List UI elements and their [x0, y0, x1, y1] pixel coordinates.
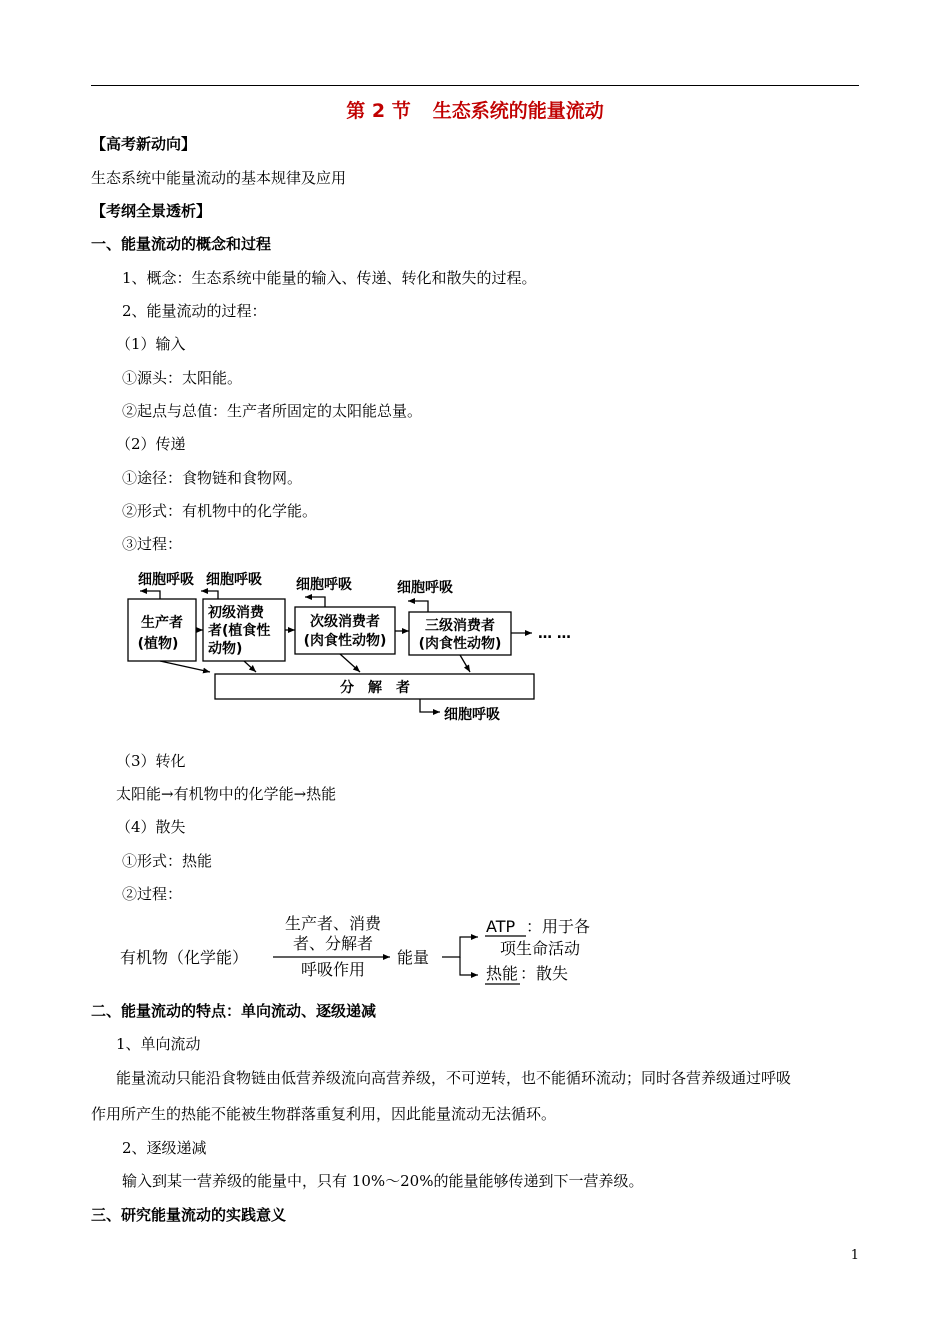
- secondary-line-1: 次级消费者: [310, 614, 380, 630]
- heading-part2: 二、能量流动的特点：单向流动、逐级递减: [91, 1002, 377, 1020]
- transfer-item-3: ③过程：: [122, 535, 183, 553]
- transform-label: （3）转化: [116, 752, 186, 770]
- input-item-1: ①源头：太阳能。: [122, 369, 243, 387]
- dissipate-item-1: ①形式：热能: [122, 852, 213, 870]
- transform-text: 太阳能→有机物中的化学能→热能: [116, 785, 337, 803]
- atp-label: ATP: [486, 917, 516, 936]
- heading-exam-trend: 【高考新动向】: [91, 135, 197, 153]
- exam-trend-text: 生态系统中能量流动的基本规律及应用: [91, 169, 347, 187]
- respiration-label-2: 细胞呼吸: [206, 572, 262, 588]
- concept-text: 1、概念：生态系统中能量的输入、传递、转化和散失的过程。: [122, 269, 537, 287]
- transfer-item-2: ②形式：有机物中的化学能。: [122, 502, 318, 520]
- primary-line-2: 者(植食性: [208, 623, 271, 639]
- respiration-label-1: 细胞呼吸: [138, 572, 194, 588]
- producer-line-1: 生产者: [141, 615, 183, 631]
- atp-use-line-1: ：用于各: [526, 917, 591, 936]
- tertiary-line-1: 三级消费者: [425, 618, 495, 634]
- respiration-label-3: 细胞呼吸: [296, 577, 352, 593]
- heading-outline: 【考纲全景透析】: [91, 202, 212, 220]
- transfer-label: （2）传递: [116, 435, 186, 453]
- input-item-2: ②起点与总值：生产者所固定的太阳能总量。: [122, 402, 423, 420]
- section-name: 生态系统的能量流动: [432, 100, 604, 122]
- energy-label: 能量: [397, 948, 430, 967]
- atp-use-line-2: 项生命活动: [500, 939, 581, 958]
- transfer-item-1: ①途径：食物链和食物网。: [122, 469, 303, 487]
- ellipsis: … …: [538, 626, 571, 642]
- dissipate-item-2: ②过程：: [122, 885, 183, 903]
- primary-line-3: 动物): [208, 641, 243, 657]
- organic-matter-label: 有机物（化学能）: [120, 948, 249, 967]
- input-label: （1）输入: [116, 335, 186, 353]
- decrease-label: 2、逐级递减: [122, 1139, 207, 1157]
- upper-line-2: 者、分解者: [292, 934, 374, 953]
- heading-part1: 一、能量流动的概念和过程: [91, 235, 272, 253]
- heat-label: 热能: [486, 964, 519, 983]
- respiration-label-5: 细胞呼吸: [444, 707, 500, 723]
- page-number: 1: [850, 1248, 859, 1263]
- one-way-text-2: 作用所产生的热能不能被生物群落重复利用，因此能量流动无法循环。: [91, 1105, 557, 1123]
- one-way-label: 1、单向流动: [116, 1035, 201, 1053]
- heat-dissipate: ：散失: [520, 964, 569, 983]
- heading-part3: 三、研究能量流动的实践意义: [91, 1206, 287, 1224]
- decomposer-label: 分 解 者: [340, 680, 410, 696]
- respiration-label-4: 细胞呼吸: [397, 580, 453, 596]
- upper-line-1: 生产者、消费: [284, 914, 382, 933]
- secondary-line-2: (肉食性动物): [303, 633, 387, 649]
- primary-line-1: 初级消费: [208, 605, 264, 621]
- producer-line-2: (植物): [137, 636, 179, 652]
- section-number: 第 2 节: [346, 100, 411, 122]
- dissipate-label: （4）散失: [116, 818, 186, 836]
- respiration-action: 呼吸作用: [300, 960, 366, 979]
- process-text: 2、能量流动的过程：: [122, 302, 267, 320]
- tertiary-line-2: (肉食性动物): [418, 636, 502, 652]
- decrease-text: 输入到某一营养级的能量中，只有 10%～20%的能量能够传递到下一营养级。: [122, 1172, 644, 1190]
- one-way-text-1: 能量流动只能沿食物链由低营养级流向高营养级，不可逆转，也不能循环流动；同时各营养级通过呼吸: [116, 1069, 792, 1087]
